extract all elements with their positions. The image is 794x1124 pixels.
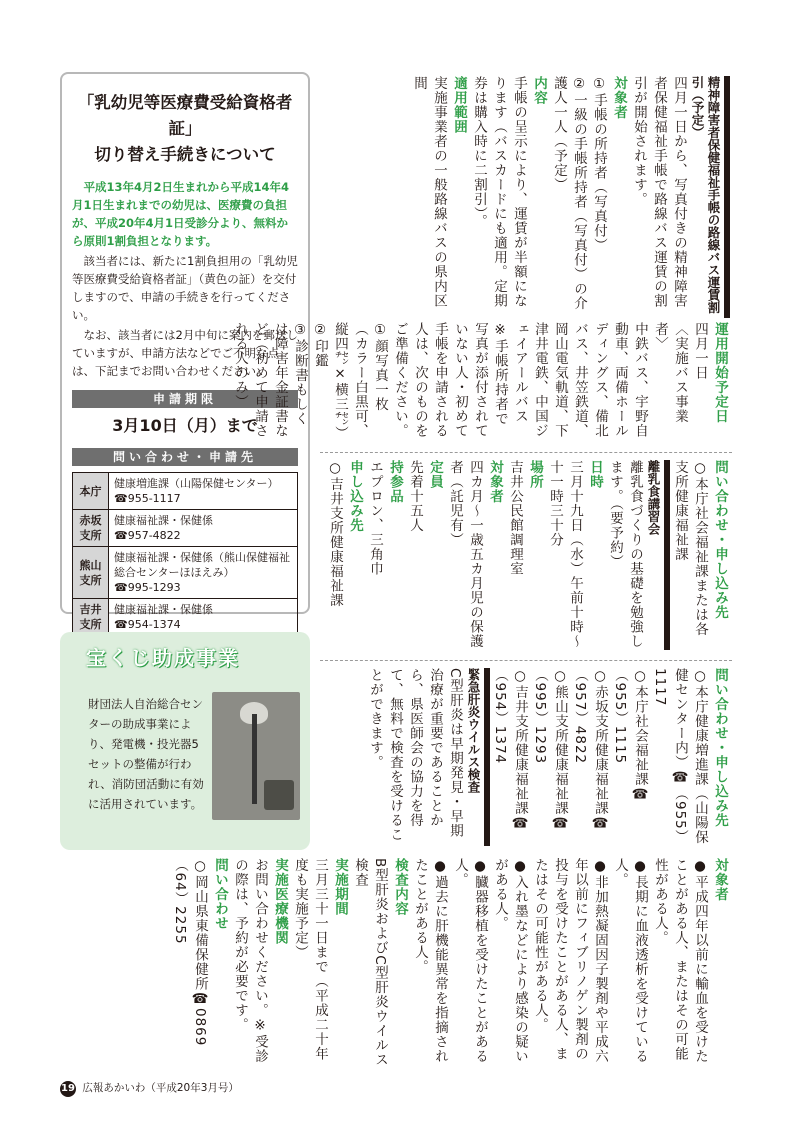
food-apply-label: 申し込み先	[347, 460, 363, 533]
table-row	[73, 599, 298, 636]
hep-exam-label: 検査内容	[392, 858, 408, 916]
lottery-title: 宝くじ助成事業	[86, 646, 240, 670]
hep-intro: C型肝炎は早期発見・早期治療が重要であることから、県医師会の協力を得て、無料で検査を受けることができます。	[367, 668, 463, 842]
hep-target-6: ●過去に肝機能異常を指摘されたことがある人。	[412, 858, 448, 1064]
food-place-label: 場所	[527, 460, 543, 489]
notice-title: 「乳幼児等医療費受給資格者証」	[77, 93, 293, 138]
hep-contact2-label: 問い合わせ	[212, 858, 228, 931]
hep-target-1: ●平成四年以前に輸血を受けたことがある人、またはその可能性がある人。	[652, 858, 708, 1064]
food-cap-label: 定員	[427, 460, 443, 489]
bus-start-label: 運用開始予定日	[712, 322, 728, 424]
bus-heading: 精神障害者保健福祉手帳の路線バス運賃割引（予定）	[689, 76, 730, 318]
food-place: 吉井公民館調理室	[507, 460, 523, 576]
page-number: 19	[60, 1081, 76, 1097]
table-row	[73, 510, 298, 547]
notice-paragraph: なお、該当者には2月中旬に案内を郵送していますが、申請方法などでご不明な点は、下記までお問い合わせください。	[72, 328, 298, 378]
lottery-text: 財団法人自治総合センターの助成事業により、発電機・投光器5セットの整備が行われ、消防団活動に有効に活用されています。	[88, 697, 204, 811]
bus-start: 四月一日	[692, 322, 708, 380]
dept-cell: 健康福祉課・保健係 ☎957-4822	[109, 510, 298, 547]
hep-org-label: 実施医療機関	[272, 858, 288, 945]
hep-target-4: ●入れ墨などにより感染の疑いがある人。	[492, 858, 528, 1064]
hepatitis-block-2	[66, 858, 730, 1068]
hep-target-2: ●長期に血液透析を受けている人。	[612, 858, 648, 1064]
hep-target-3: ●非加熱凝固因子製剤や平成六年以前にフィブリノゲン製剤の投与を受けたことがある人、またはその可能性がある人。	[532, 858, 608, 1064]
bus-contact-label: 問い合わせ・申し込み先	[712, 460, 728, 620]
bus-target-1: ①手帳の所持者（写真付）	[591, 76, 607, 253]
divider	[320, 660, 732, 661]
notice-highlight: 平成13年4月2日生まれから平成14年4月1日生まれまでの幼児は、医療費の負担が、平成20年4月1日受診分より、無料から原則1割負担となります。	[72, 180, 290, 248]
hep-target-label: 対象者	[712, 858, 728, 902]
bus-note: ※手帳所持者で写真が添付されていない人・初めて手帳を申請される人は、次のものをご準備ください。	[392, 322, 508, 438]
bus-range: 実施事業者の一般路線バスの県内区間	[411, 76, 447, 308]
bus-range-label: 適用範囲	[451, 76, 467, 134]
deadline: 3月10日（月）まで	[112, 416, 258, 435]
page-footer	[60, 1080, 239, 1097]
food-cap: 先着十五人	[407, 460, 423, 533]
hep-exam: B型肝炎およびC型肝炎ウイルス検査	[352, 858, 388, 1068]
bus-need-3: ③診断書もしくは障害年金証書など（初めて申請される人のみ）	[232, 322, 308, 438]
bus-operators-label: 〈実施バス事業者〉	[652, 322, 688, 424]
office-cell: 赤坂支所	[73, 510, 109, 547]
hep-contact2: ○岡山県東備保健所☎0869（64）2255	[172, 858, 208, 1047]
notice-subtitle: 切り替え手続きについて	[94, 145, 276, 164]
bus-discount-block	[322, 76, 730, 318]
bus-need-1: ①顔写真一枚（カラー白黒可、縦四㌢×横三㌢）	[332, 322, 388, 441]
contact-table	[72, 472, 298, 636]
food-apply: ○吉井支所健康福祉課	[327, 460, 343, 608]
food-bring: エプロン、三角巾	[367, 460, 383, 576]
food-target-label: 対象者	[487, 460, 503, 504]
table-row	[73, 473, 298, 510]
hep-period: 三月三十一日まで（平成二十年度も実施予定）	[292, 858, 328, 1061]
table-row	[73, 547, 298, 599]
bus-contact: ○本庁社会福祉課または各支所健康福祉課	[672, 460, 708, 637]
office-cell: 本庁	[73, 473, 109, 510]
hep-contacts: ○本庁健康増進課（山陽保健センター内）☎（955）1117 ○本庁社会福祉課☎（955）1115 ○赤坂支所健康福祉課☎（957）4822 ○熊山支所健康福祉課☎（995）1293 ○吉井支所健康福祉課☎（954）1374	[492, 668, 708, 845]
bus-discount-block-2	[232, 322, 730, 441]
bus-target-2: ②一級の手帳所持者（写真付）の介護人一人（予定）	[551, 76, 587, 311]
food-target: 四カ月～一歳五カ月児の保護者（託児有）	[447, 460, 483, 649]
bus-operators: 中鉄バス、宇野自動車、両備ホールディングス、備北バス、井笠鉄道、岡山電気軌道、下津井電鉄、中国ジェイアールバス	[512, 322, 648, 438]
food-block	[322, 460, 730, 650]
bus-intro: 四月一日から、写真付きの精神障害者保健福祉手帳で路線バス運賃の割引が開始されます。	[631, 76, 687, 308]
bus-content-label: 内容	[531, 76, 547, 105]
food-heading: 離乳食講習会	[645, 460, 670, 650]
notice-paragraph: 該当者には、新たに1割負担用の「乳幼児等医療費受給資格者証」（黄色の証）を交付しますので、申請の手続きを行ってください。	[72, 254, 298, 322]
bus-content: 手帳の呈示により、運賃が半額になります（バスカードにも適用。定期券は購入時に二割引）。	[471, 76, 527, 308]
office-cell: 熊山支所	[73, 547, 109, 599]
floodlight-photo	[212, 692, 300, 820]
dept-cell: 健康増進課（山陽保健センター） ☎955-1117	[109, 473, 298, 510]
issue-label: 広報あかいわ（平成20年3月号）	[82, 1082, 239, 1094]
hep-org: お問い合わせください。※受診の際は、予約が必要です。	[232, 858, 268, 1064]
hep-target-5: ●臓器移植を受けたことがある人。	[452, 858, 488, 1064]
hep-heading: 緊急肝炎ウイルス検査	[465, 668, 490, 846]
divider	[320, 452, 732, 453]
hepatitis-block	[322, 668, 730, 846]
food-date-label: 日時	[587, 460, 603, 489]
food-date: 三月十九日（水）午前十時～十一時三十分	[547, 460, 583, 649]
food-intro: 離乳食づくりの基礎を勉強します。（要予約）	[607, 460, 643, 649]
office-cell: 吉井支所	[73, 599, 109, 636]
bus-target-label: 対象者	[611, 76, 627, 120]
dept-cell: 健康福祉課・保健係 ☎954-1374	[109, 599, 298, 636]
contact-label: 問い合わせ・申請先	[72, 448, 298, 466]
hep-period-label: 実施期間	[332, 858, 348, 916]
dept-cell: 健康福祉課・保健係（熊山保健福祉総合センターほほえみ） ☎995-1293	[109, 547, 298, 599]
bus-need-2: ②印鑑	[312, 322, 328, 368]
lottery-box	[60, 632, 310, 850]
food-bring-label: 持参品	[387, 460, 403, 504]
hep-contact-label: 問い合わせ・申し込み先	[712, 668, 728, 828]
period-label: 申請期限	[72, 390, 298, 408]
